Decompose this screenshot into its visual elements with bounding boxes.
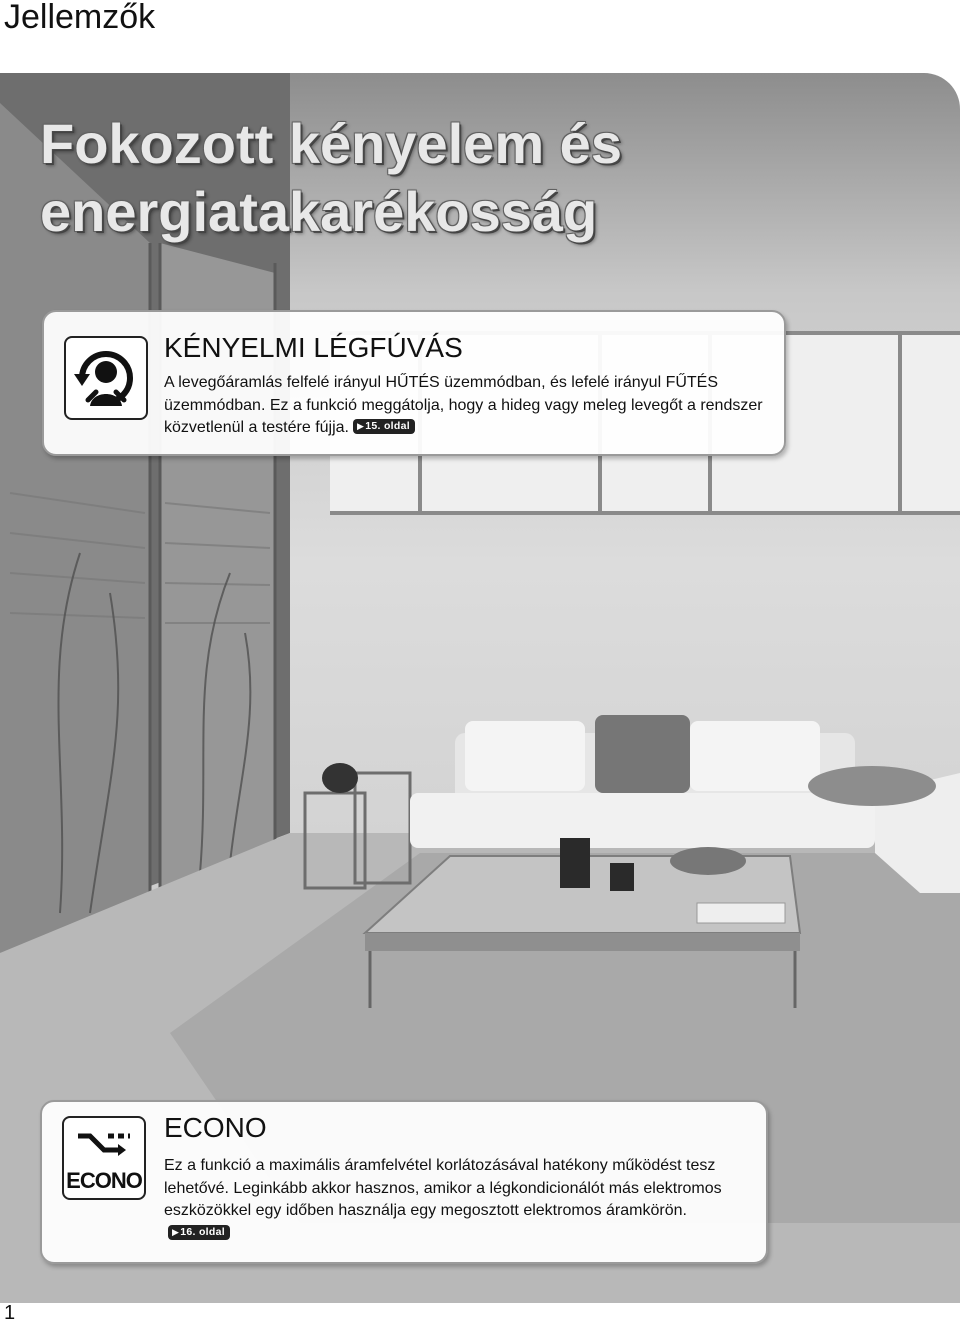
play-arrow-icon: ▶ [357, 421, 365, 431]
feature-title: ECONO [164, 1112, 267, 1143]
feature-description: A levegőáramlás felfelé irányul HŰTÉS üzemmódban, és lefelé irányul FŰTÉS üzemmódban. Ez a funkció meggátolja, hogy a hideg vagy meleg levegőt a rendszer közvetlenül a testére fújja. ▶15. oldal [164, 374, 763, 436]
feature-title: KÉNYELMI LÉGFÚVÁS [164, 332, 463, 363]
comfort-airflow-icon [64, 336, 148, 420]
page-number: 1 [4, 1302, 16, 1324]
page-reference-link[interactable]: ▶15. oldal [353, 419, 415, 434]
feature-comfort-airflow [42, 310, 786, 456]
hero-title: Fokozott kényelem és energiatakarékosság [40, 112, 622, 243]
feature-econo [40, 1100, 768, 1264]
feature-description: Ez a funkció a maximális áramfelvétel korlátozásával hatékony működést tesz lehetővé. Leginkább akkor hasznos, amikor a légkondicionálót más elektromos eszközökkel egy időben használja egy megosztott elektromos áramkörön.▶16. oldal [164, 1157, 722, 1238]
page-reference-link[interactable]: ▶16. oldal [168, 1225, 230, 1240]
econo-icon [62, 1116, 146, 1200]
play-arrow-icon: ▶ [172, 1226, 180, 1237]
page-header: Jellemzők [4, 0, 156, 36]
econo-icon-label: ECONO [66, 1168, 142, 1193]
